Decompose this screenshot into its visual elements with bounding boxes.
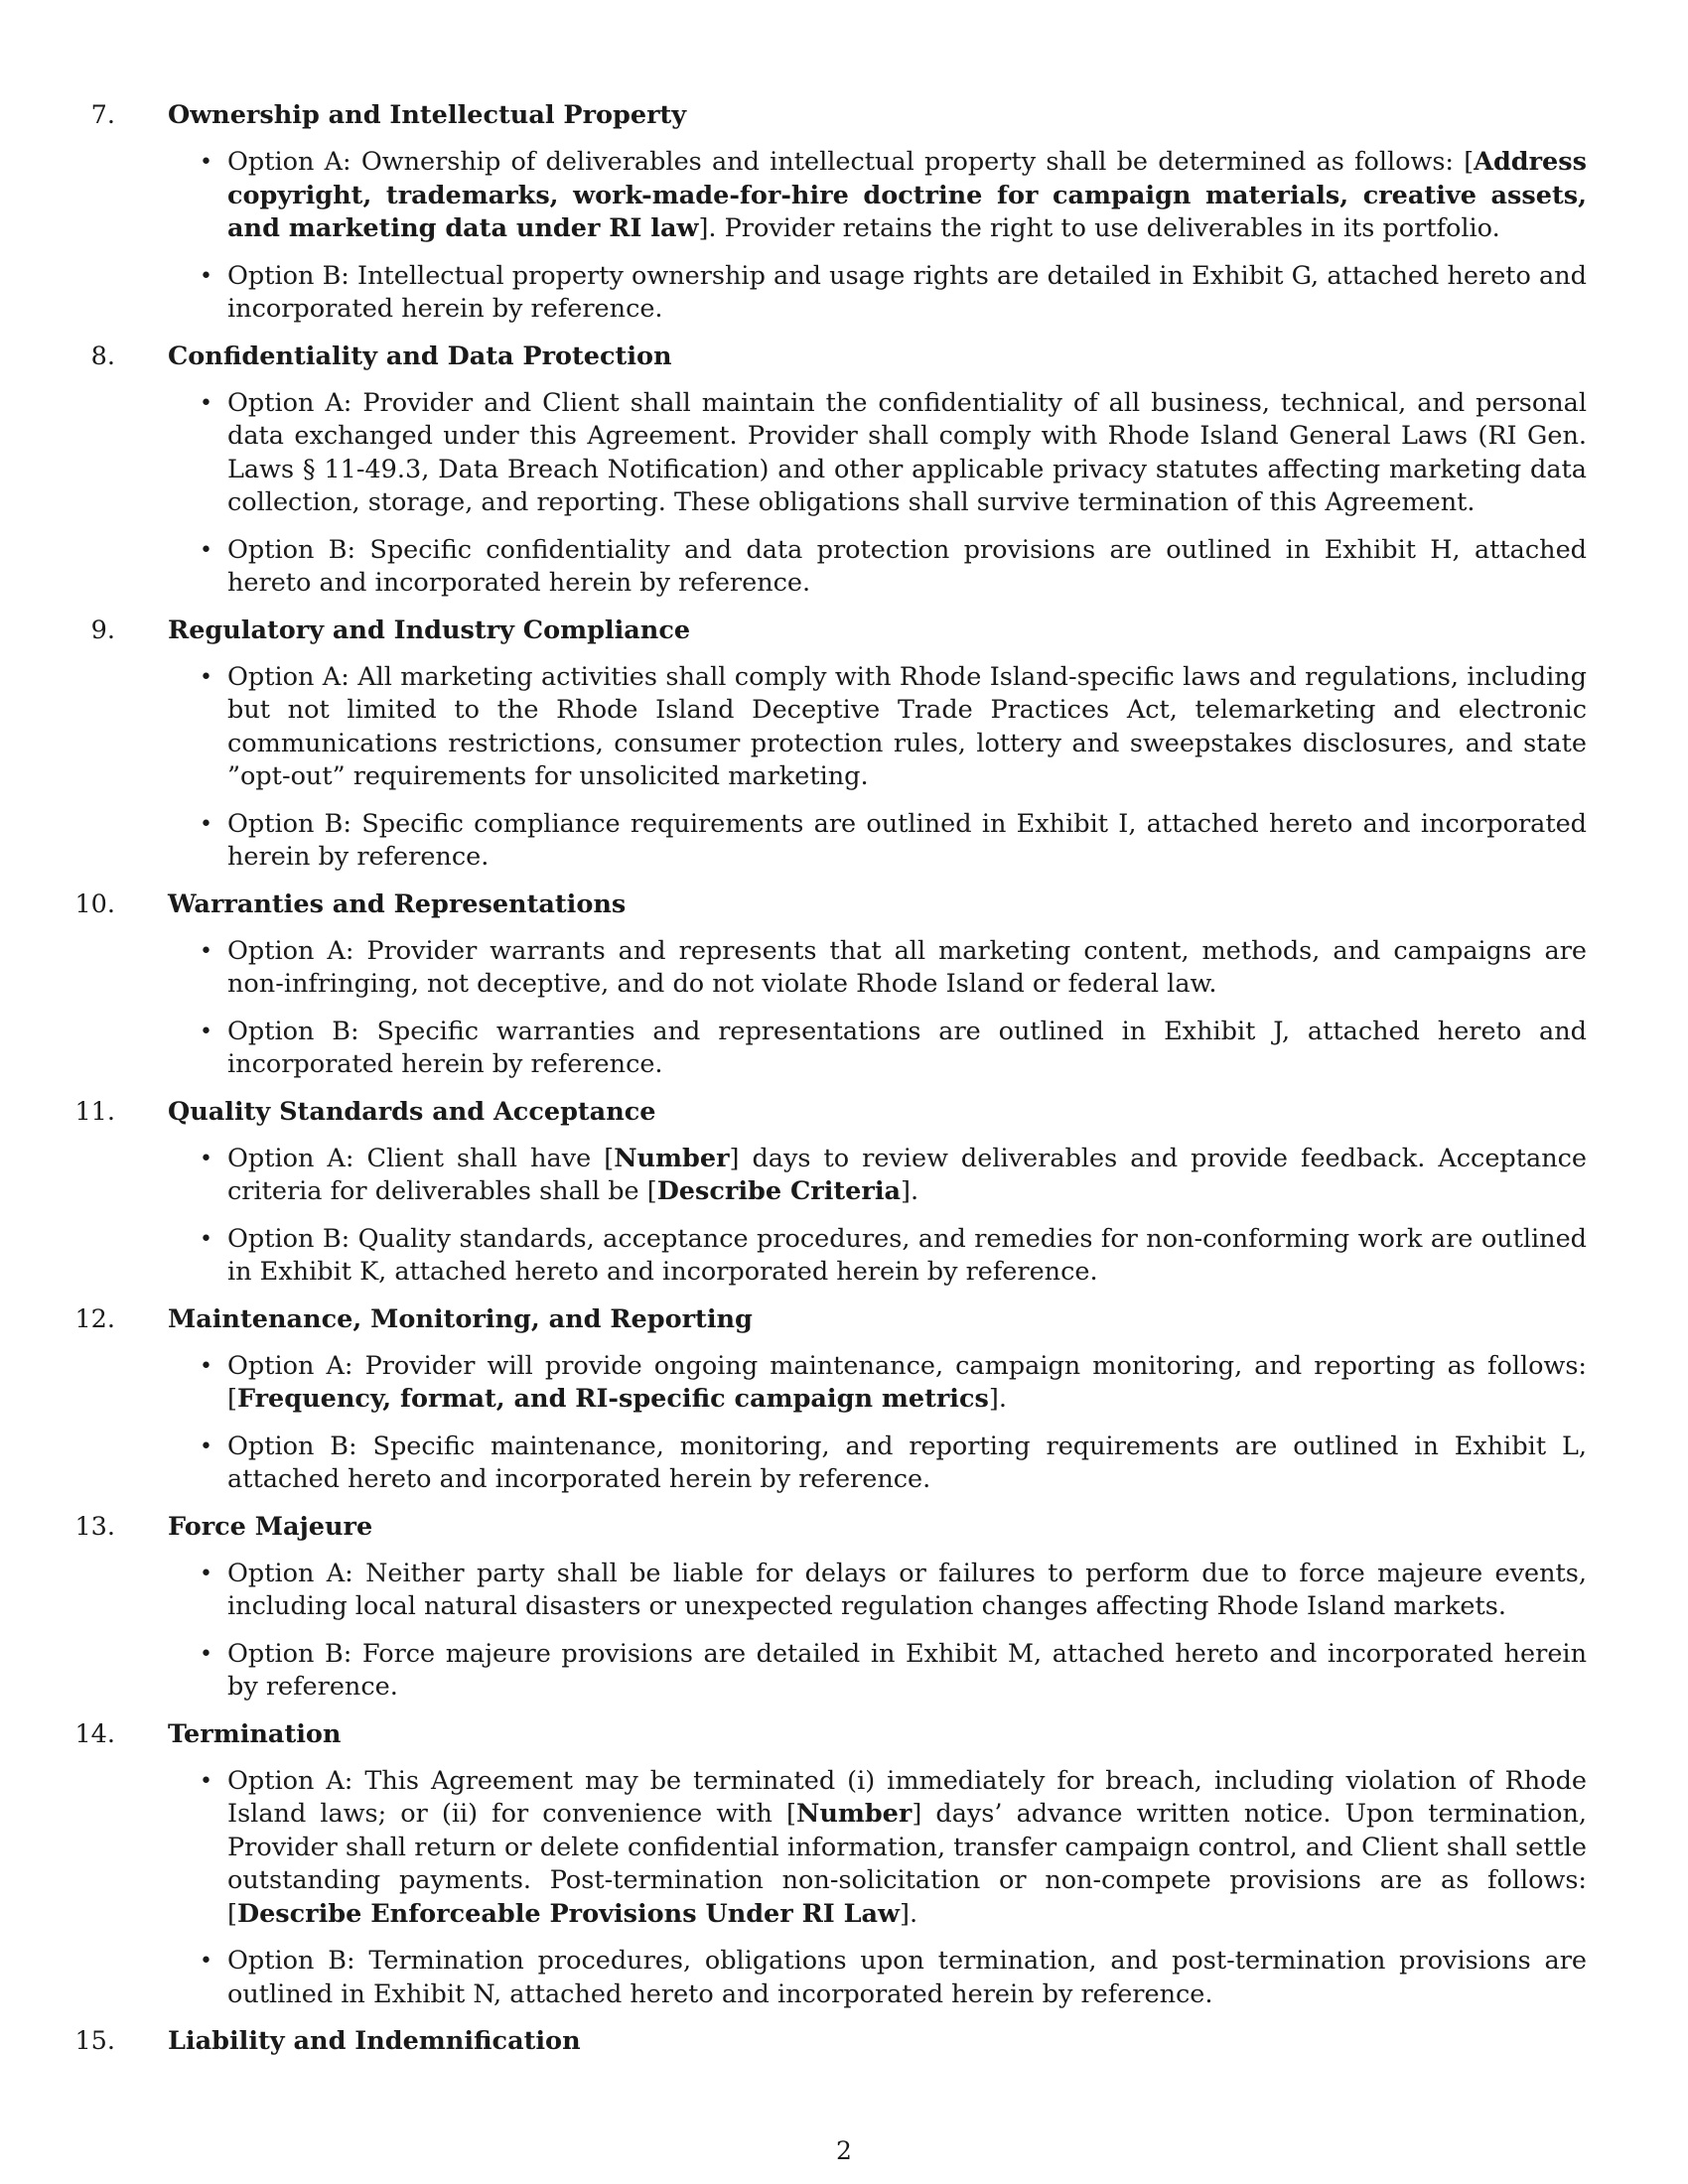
option-text: ]. Provider retains the right to use deliverables in its portfolio. [698,213,1500,243]
section-heading [74,1303,1587,1336]
option-text: Option B: Intellectual property ownership and usage rights are detailed in Exhibit G, attached hereto and incorporated herein by reference. [227,260,1587,324]
bullet-icon: • [200,1353,212,1379]
option-text: Option B: Termination procedures, obligations upon termination, and post-termination provisions are outlined in Exhibit N, attached hereto and incorporated herein by reference. [227,1946,1587,2009]
section-number: 7. [90,100,115,130]
option-list [121,1765,1587,2012]
option-text: ] days’ advance written notice. Upon termination, Provider shall return or delete confidential information, transfer campaign control, and Client shall settle outstanding payments. Post-termination non-solicitation or non-compete provisions are as follows: [ [227,1799,1588,1929]
placeholder-text: Frequency, format, and RI-specific campaign metrics [236,1384,989,1414]
section-heading [74,1511,1587,1544]
section-number: 13. [74,1511,115,1542]
option-text: Option B: Specific confidentiality and data protection provisions are outlined in Exhibit H, attached hereto and incorporated herein by reference. [227,534,1587,598]
section-title: Termination [168,1718,342,1749]
section-number: 15. [74,2026,115,2056]
section-title: Regulatory and Industry Compliance [168,614,691,645]
bullet-icon: • [200,263,212,289]
section [90,614,1587,875]
option-list [121,146,1587,327]
section [90,341,1587,601]
option-text: Option A: Provider will provide ongoing maintenance, campaign monitoring, and reporting as follows: [ [227,1350,1587,1414]
option-item [121,387,1587,520]
option-list [121,387,1587,601]
option-item [121,661,1587,794]
section [74,1718,1588,2012]
option-text: ]. [901,1176,919,1206]
bullet-icon: • [200,938,212,964]
section-number: 12. [74,1303,115,1334]
section-title: Quality Standards and Acceptance [168,1096,656,1127]
section-heading [90,99,1587,132]
bullet-icon: • [200,1641,212,1667]
section [90,99,1587,327]
option-text: Option A: Provider warrants and represents that all marketing content, methods, and campaigns are non-infringing, not deceptive, and do not violate Rhode Island or federal law. [227,935,1587,999]
placeholder-text: Number [614,1143,730,1173]
placeholder-text: Address copyright, trademarks, work-made-for-hire doctrine for campaign materials, creative assets, and marketing data under RI law [227,147,1587,243]
section-heading [90,614,1587,647]
option-text: Option A: Neither party shall be liable for delays or failures to perform due to force majeure events, including local natural disasters or unexpected regulation changes affecting Rhode Island markets. [227,1558,1587,1621]
section [74,888,1587,1082]
option-text: Option B: Force majeure provisions are detailed in Exhibit M, attached hereto and incorporated herein by reference. [227,1638,1587,1702]
option-text: Option B: Specific warranties and representations are outlined in Exhibit J, attached hereto and incorporated herein by reference. [227,1016,1587,1079]
bullet-icon: • [200,1561,212,1586]
section-number: 14. [74,1718,115,1749]
section-title: Maintenance, Monitoring, and Reporting [168,1303,753,1334]
option-item [121,935,1587,1002]
bullet-icon: • [200,1226,212,1252]
option-text: Option B: Specific maintenance, monitoring, and reporting requirements are outlined in Exhibit L, attached hereto and incorporated herein by reference. [227,1431,1587,1494]
option-item [121,260,1587,327]
option-text: Option B: Quality standards, acceptance procedures, and remedies for non-conforming work are outlined in Exhibit K, attached hereto and incorporated herein by reference. [227,1223,1587,1287]
option-text: ] days to review deliverables and provide feedback. Acceptance criteria for deliverables shall be [ [227,1143,1587,1206]
section-number: 9. [90,614,115,645]
bullet-icon: • [200,1433,212,1459]
placeholder-text: Describe Enforceable Provisions Under RI Law [236,1898,900,1929]
section [74,2025,1587,2058]
option-item [121,1945,1587,2011]
option-text: Option A: This Agreement may be terminated (i) immediately for breach, including violation of Rhode Island laws; or (ii) for convenience with [ [227,1765,1587,1829]
section-heading [74,1096,1587,1129]
option-text: Option A: All marketing activities shall comply with Rhode Island-specific laws and regulations, including but not limited to the Rhode Island Deceptive Trade Practices Act, telemarketing and electronic communications restrictions, consumer protection rules, lottery and sweepstakes disclosures, and state ”opt-out” requirements for unsolicited marketing. [227,661,1587,791]
section [74,1303,1587,1497]
placeholder-text: Describe Criteria [656,1176,902,1206]
bullet-icon: • [200,150,212,175]
section-heading [90,341,1587,373]
section-title: Liability and Indemnification [168,2026,581,2056]
section-heading [74,2025,1587,2058]
option-text: ]. [988,1384,1007,1414]
section-title: Confidentiality and Data Protection [168,341,672,371]
section [74,1511,1587,1705]
page-number: 2 [836,2136,852,2165]
bullet-icon: • [200,1768,212,1794]
placeholder-text: Number [796,1799,913,1829]
option-text: Option A: Ownership of deliverables and intellectual property shall be determined as follows: [ [227,147,1475,177]
section [74,1096,1587,1290]
bullet-icon: • [200,811,212,837]
option-item [121,1638,1587,1705]
section-heading [74,888,1587,921]
option-list [121,661,1587,875]
option-text: Option A: Client shall have [ [227,1143,615,1173]
section-number: 10. [74,888,115,919]
option-list [121,935,1587,1082]
option-item [121,1350,1587,1417]
bullet-icon: • [200,664,212,690]
agreement-sections [74,99,1588,2072]
section-heading [74,1718,1587,1751]
bullet-icon: • [200,1146,212,1171]
option-list [121,1143,1587,1290]
option-item [121,1223,1587,1290]
option-item [121,808,1587,875]
option-text: Option A: Provider and Client shall maintain the confidentiality of all business, technical, and personal data exchanged under this Agreement. Provider shall comply with Rhode Island General Laws (RI Gen. Laws § 11-49.3, Data Breach Notification) and other applicable privacy statutes affecting marketing data collection, storage, and reporting. These obligations shall survive termination of this Agreement. [227,387,1587,517]
option-item [121,1143,1587,1209]
option-list [121,1558,1587,1705]
option-text: ]. [900,1898,918,1929]
bullet-icon: • [200,1019,212,1044]
option-text: Option B: Specific compliance requirements are outlined in Exhibit I, attached hereto and incorporated herein by reference. [227,808,1587,872]
option-item [121,1431,1587,1497]
section-number: 11. [74,1096,115,1127]
section-title: Force Majeure [168,1511,373,1542]
option-item [121,146,1587,246]
option-item [121,1558,1587,1624]
option-list [121,1350,1587,1497]
section-title: Warranties and Representations [168,888,627,919]
option-item [121,1016,1587,1082]
bullet-icon: • [200,1949,212,1974]
section-title: Ownership and Intellectual Property [168,100,687,130]
bullet-icon: • [200,537,212,563]
bullet-icon: • [200,390,212,416]
section-number: 8. [90,341,115,371]
option-item [121,1765,1587,1932]
option-item [121,534,1587,601]
